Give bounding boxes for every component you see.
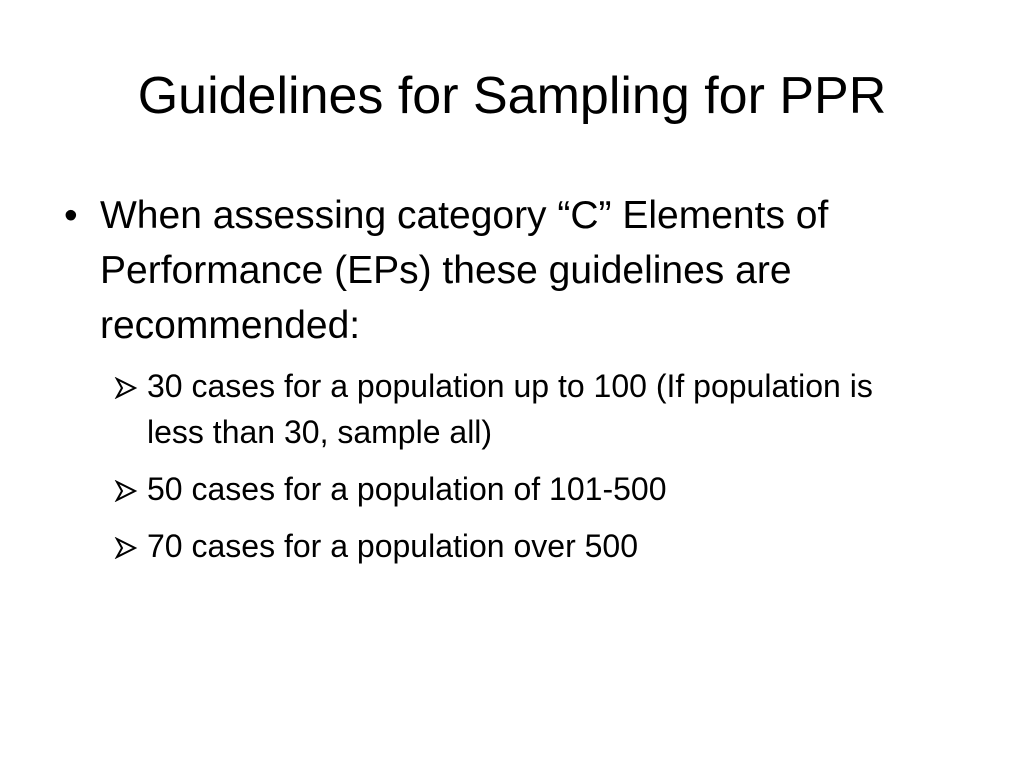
slide-body <box>64 188 964 580</box>
main-bullet-text: When assessing category “C” Elements of Performance (EPs) these guidelines are recommended: <box>100 194 829 347</box>
arrowhead-bullet-icon <box>114 377 140 399</box>
sub-bullet-text: 30 cases for a population up to 100 (If population is less than 30, sample all) <box>147 368 873 450</box>
sub-bullet-text: 50 cases for a population of 101-500 <box>147 471 667 507</box>
arrowhead-bullet-icon <box>114 537 140 559</box>
sub-bullet-item <box>114 466 894 512</box>
sub-bullet-item <box>114 363 894 455</box>
sub-bullet-list <box>114 363 894 569</box>
sub-bullet-text: 70 cases for a population over 500 <box>147 528 638 564</box>
bullet-dot-icon: • <box>64 194 78 237</box>
arrowhead-bullet-icon <box>114 480 140 502</box>
sub-bullet-item <box>114 523 894 569</box>
slide-title: Guidelines for Sampling for PPR <box>137 67 887 125</box>
main-bullet <box>64 188 964 353</box>
